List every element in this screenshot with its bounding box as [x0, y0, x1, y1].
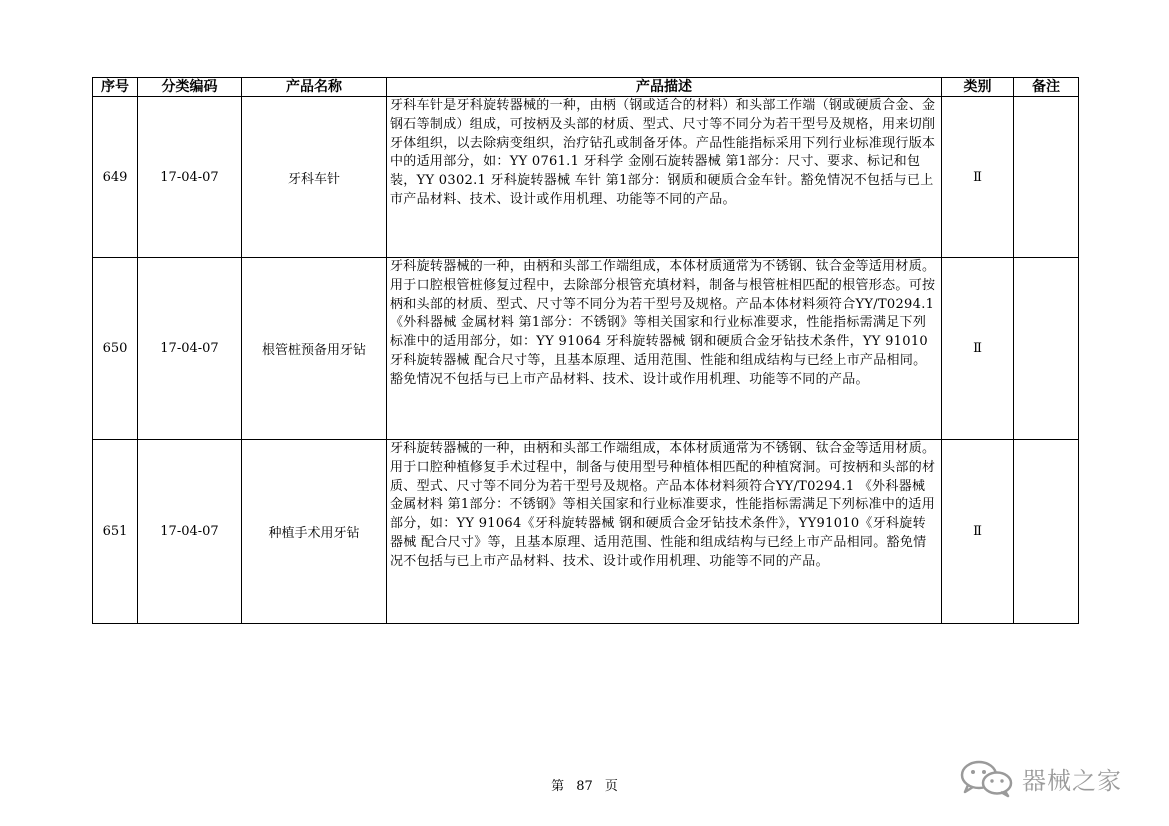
- cell-code: 17-04-07: [138, 440, 242, 624]
- header-category: 类别: [942, 78, 1014, 97]
- header-desc: 产品描述: [387, 78, 942, 97]
- header-name: 产品名称: [242, 78, 387, 97]
- header-remark: 备注: [1014, 78, 1079, 97]
- cell-name: 牙科车针: [242, 97, 387, 258]
- cell-name: 种植手术用牙钻: [242, 440, 387, 624]
- product-table: [92, 77, 1079, 624]
- header-seq: 序号: [93, 78, 138, 97]
- watermark-text: 器械之家: [1022, 766, 1122, 795]
- table-row: [93, 258, 1079, 440]
- cell-code: 17-04-07: [138, 258, 242, 440]
- watermark: [958, 758, 1122, 798]
- table-row: [93, 440, 1079, 624]
- page-number-value: 87: [576, 779, 593, 794]
- cell-desc: 牙科旋转器械的一种，由柄和头部工作端组成，本体材质通常为不锈钢、钛合金等适用材质。用于口腔种植修复手术过程中，制备与使用型号种植体相匹配的种植窝洞。可按柄和头部的材质、型式、尺寸等不同分为若干型号及规格。产品本体材料须符合YY/T0294.1 《外科器械 金属材料 第1部分：不锈钢》等相关国家和行业标准要求，性能指标需满足下列标准中的适用部分，如：YY 91064《牙科旋转器械 钢和硬质合金牙钻技术条件》，YY91010《牙科旋转器械 配合尺寸》等，且基本原理、适用范围、性能和组成结构与已经上市产品相同。豁免情况不包括与已上市产品材料、技术、设计或作用机理、功能等不同的产品。: [387, 440, 942, 624]
- cell-remark: [1014, 258, 1079, 440]
- cell-category: Ⅱ: [942, 97, 1014, 258]
- cell-code: 17-04-07: [138, 97, 242, 258]
- cell-desc: 牙科旋转器械的一种，由柄和头部工作端组成，本体材质通常为不锈钢、钛合金等适用材质。用于口腔根管桩修复过程中，去除部分根管充填材料，制备与根管桩相匹配的根管形态。可按柄和头部的材质、型式、尺寸等不同分为若干型号及规格。产品本体材料须符合YY/T0294.1 《外科器械 金属材料 第1部分：不锈钢》等相关国家和行业标准要求，性能指标需满足下列标准中的适用部分，如：YY 91064 牙科旋转器械 钢和硬质合金牙钻技术条件，YY 91010 牙科旋转器械 配合尺寸等，且基本原理、适用范围、性能和组成结构与已经上市产品相同。豁免情况不包括与已上市产品材料、技术、设计或作用机理、功能等不同的产品。: [387, 258, 942, 440]
- page-suffix: 页: [604, 779, 618, 794]
- cell-seq: 651: [93, 440, 138, 624]
- cell-category: Ⅱ: [942, 440, 1014, 624]
- cell-remark: [1014, 97, 1079, 258]
- cell-remark: [1014, 440, 1079, 624]
- cell-category: Ⅱ: [942, 258, 1014, 440]
- table-row: [93, 97, 1079, 258]
- cell-name: 根管桩预备用牙钻: [242, 258, 387, 440]
- wechat-icon: [958, 758, 1016, 798]
- cell-seq: 649: [93, 97, 138, 258]
- cell-desc: 牙科车针是牙科旋转器械的一种，由柄（钢或适合的材料）和头部工作端（钢或硬质合金、金钢石等制成）组成，可按柄及头部的材质、型式、尺寸等不同分为若干型号及规格，用来切削牙体组织，以去除病变组织，治疗钻孔或制备牙体。产品性能指标采用下列行业标准现行版本中的适用部分，如：YY 0761.1 牙科学 金刚石旋转器械 第1部分：尺寸、要求、标记和包装，YY 0302.1 牙科旋转器械 车针 第1部分：钢质和硬质合金车针。豁免情况不包括与已上市产品材料、技术、设计或作用机理、功能等不同的产品。: [387, 97, 942, 258]
- page-prefix: 第: [551, 779, 565, 794]
- header-code: 分类编码: [138, 78, 242, 97]
- table-header-row: [93, 78, 1079, 97]
- cell-seq: 650: [93, 258, 138, 440]
